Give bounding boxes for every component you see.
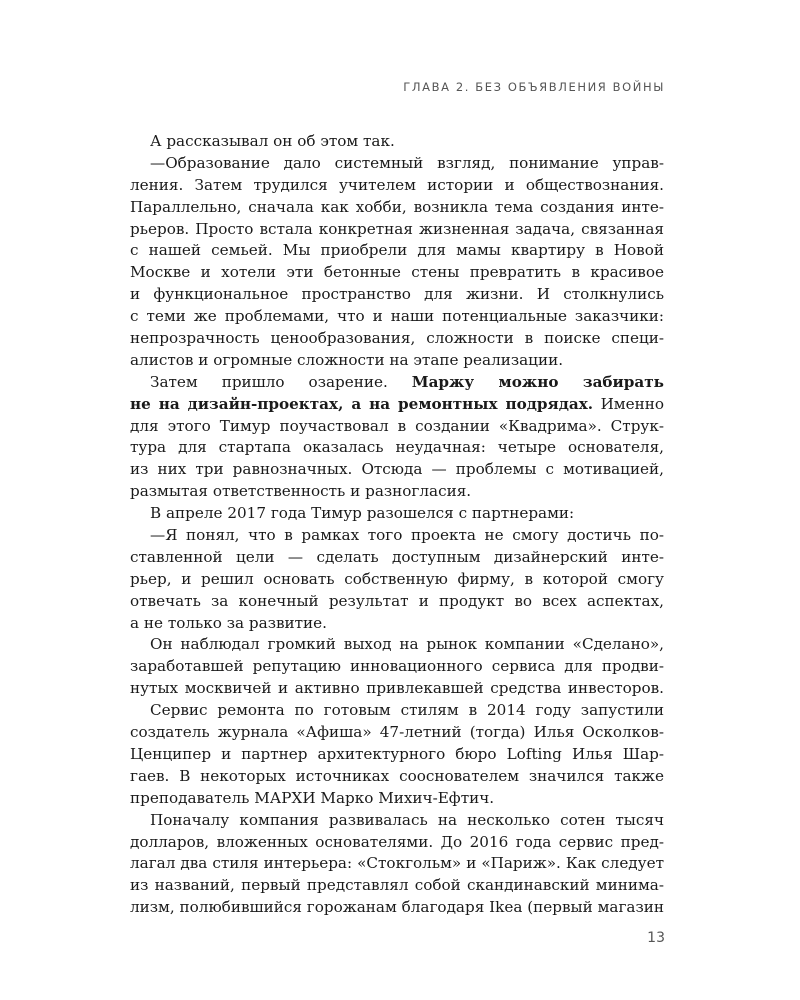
text-line (130, 810, 664, 832)
text-line (130, 678, 664, 700)
text-line (130, 131, 664, 153)
text-line (130, 306, 664, 328)
text-run: Затем пришло озарение. (150, 372, 412, 391)
text-line (130, 875, 664, 897)
text-line (130, 525, 664, 547)
text-run: гаев. В некоторых источниках сооснователем значился также (130, 766, 664, 785)
text-line (130, 897, 664, 919)
text-line (130, 284, 664, 306)
text-run: преподаватель МАРХИ Марко Михич-Ефтич. (130, 788, 495, 807)
text-run: заработавшей репутацию инновационного сервиса для продви- (130, 657, 664, 676)
page-number: 13 (647, 930, 665, 946)
text-run: Москве и хотели эти бетонные стены превратить в красивое (130, 263, 664, 282)
text-line (130, 613, 664, 635)
text-run: создатель журнала «Афиша» 47-летний (тогда) Илья Осколков- (130, 723, 664, 742)
text-run: а не только за развитие. (130, 613, 327, 632)
text-line (130, 328, 664, 350)
text-line (130, 372, 664, 394)
text-run: из названий, первый представлял собой скандинавский минима- (130, 876, 664, 895)
text-line (130, 416, 664, 438)
text-line (130, 744, 664, 766)
text-run: Именно (593, 394, 665, 413)
text-line (130, 853, 664, 875)
text-run: Поначалу компания развивалась на несколько сотен тысяч (150, 810, 664, 829)
text-line (130, 503, 664, 525)
text-line (130, 700, 664, 722)
text-run: непрозрачность ценообразования, сложности в поиске специ- (130, 329, 664, 348)
text-line (130, 547, 664, 569)
text-line (130, 656, 664, 678)
text-line (130, 394, 664, 416)
body-text (130, 131, 664, 919)
text-run: ставленной цели — сделать доступным дизайнерский инте- (130, 547, 664, 566)
text-line (130, 175, 664, 197)
text-run: —Образование дало системный взгляд, понимание управ- (150, 153, 664, 172)
text-run: из них три равнозначных. Отсюда — проблемы с мотивацией, (130, 460, 664, 479)
text-line (130, 788, 664, 810)
text-line (130, 722, 664, 744)
text-line (130, 591, 664, 613)
text-run: алистов и огромные сложности на этапе реализации. (130, 350, 564, 369)
text-run: для этого Тимур поучаствовал в создании «Квадрима». Струк- (130, 416, 664, 435)
text-run: лагал два стиля интерьера: «Стокгольм» и «Париж». Как следует (130, 854, 664, 873)
text-run: и функциональное пространство для жизни. И столкнулись (130, 285, 664, 304)
text-line (130, 832, 664, 854)
text-line (130, 634, 664, 656)
text-run: —Я понял, что в рамках того проекта не смогу достичь по- (150, 526, 664, 545)
text-run: тура для стартапа оказалась неудачная: четыре основателя, (130, 438, 664, 457)
bold-text: не на дизайн-проектах, а на ремонтных подрядах. (130, 394, 594, 413)
text-run: лизм, полюбившийся горожанам благодаря Ikea (первый магазин (130, 898, 664, 917)
text-line (130, 240, 664, 262)
text-run: с теми же проблемами, что и наши потенциальные заказчики: (130, 307, 664, 326)
text-run: с нашей семьей. Мы приобрели для мамы квартиру в Новой (130, 241, 664, 260)
text-run: Параллельно, сначала как хобби, возникла тема создания инте- (130, 197, 664, 216)
text-line (130, 153, 664, 175)
text-run: Сервис ремонта по готовым стилям в 2014 году запустили (150, 701, 664, 720)
text-line (130, 481, 664, 503)
text-run: рьеров. Просто встала конкретная жизненная задача, связанная (130, 219, 664, 238)
text-line (130, 569, 664, 591)
text-run: Он наблюдал громкий выход на рынок компании «Сделано», (150, 635, 664, 654)
text-run: отвечать за конечный результат и продукт во всех аспектах, (130, 591, 664, 610)
text-line (130, 262, 664, 284)
text-run: Ценципер и партнер архитектурного бюро Lofting Илья Шар- (130, 744, 664, 763)
text-line (130, 197, 664, 219)
text-line (130, 459, 664, 481)
text-run: размытая ответственность и разногласия. (130, 482, 472, 501)
text-line (130, 766, 664, 788)
text-run: В апреле 2017 года Тимур разошелся с партнерами: (150, 504, 575, 523)
text-line (130, 437, 664, 459)
running-head: ГЛАВА 2. БЕЗ ОБЪЯВЛЕНИЯ ВОЙНЫ (403, 80, 665, 94)
text-line (130, 219, 664, 241)
text-run: А рассказывал он об этом так. (150, 132, 395, 150)
text-run: ления. Затем трудился учителем истории и обществознания. (130, 175, 664, 194)
text-line (130, 350, 664, 372)
text-run: долларов, вложенных основателями. До 2016 года сервис пред- (130, 832, 664, 851)
text-run: нутых москвичей и активно привлекавшей средства инвесторов. (130, 679, 664, 698)
text-run: рьер, и решил основать собственную фирму, в которой смогу (130, 569, 664, 588)
bold-text: Маржу можно забирать (411, 372, 664, 391)
